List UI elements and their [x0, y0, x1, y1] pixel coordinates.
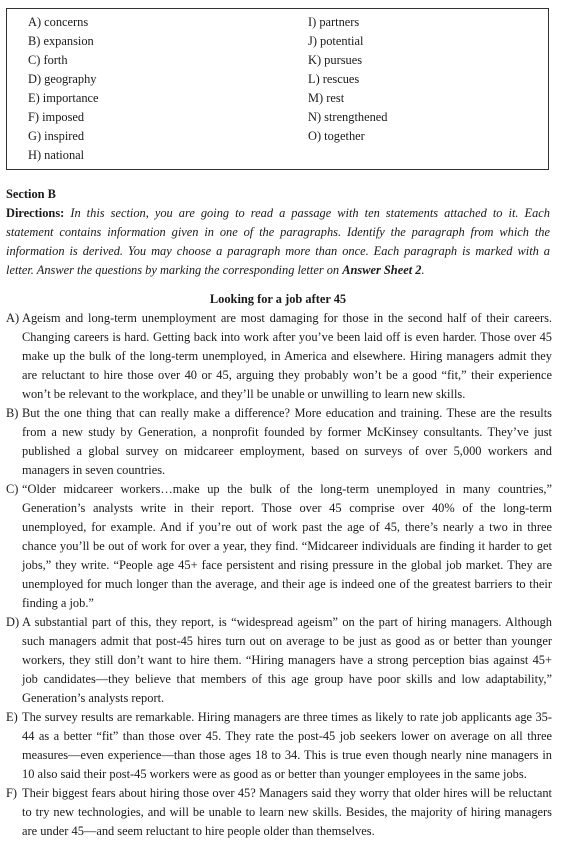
- paragraph-text: Their biggest fears about hiring those over 45? Managers said they worry that older hires will be reluctant to try new technologies, and will be unable to learn new skills. Besides, the majority of hiring managers are under 45—and seem reluctant to hire people older than themselves.: [22, 786, 552, 838]
- word-option: E) importance: [28, 91, 99, 105]
- paragraph-letter: B): [6, 406, 19, 420]
- word-option: A) concerns: [28, 15, 89, 29]
- paragraph-e: [6, 708, 552, 784]
- paragraph-text: Ageism and long-term unemployment are most damaging for those in the second half of their careers. Changing careers is hard. Getting back into work after you’ve been laid off is even harder. Those over 45 make up the bulk of the long-term unemployed, in America and elsewhere. Hiring managers admit they are reluctant to hire those over 40 or 45, arguing they probably won’t be a good “fit,” their experience won’t be relevant to the workplace, and they’ll be unable or unwilling to learn new skills.: [22, 311, 552, 401]
- word-option: L) rescues: [308, 72, 360, 86]
- paragraph-letter: D): [6, 615, 20, 629]
- paragraph-a: [6, 309, 552, 404]
- paragraph-b: [6, 404, 552, 480]
- passage-body: [6, 309, 552, 841]
- word-option: F) imposed: [28, 110, 85, 124]
- paragraph-letter: C): [6, 482, 19, 496]
- directions-text: In this section, you are going to read a passage with ten statements attached to it. Each statement contains information given in one of the paragraphs. Identify the paragraph from which the information is derived. You may choose a paragraph more than once. Each paragraph is marked with a letter. Answer the questions by marking the corresponding letter on: [6, 206, 550, 277]
- word-option: O) together: [308, 129, 365, 143]
- word-bank-left-column: [28, 13, 99, 165]
- paragraph-text: A substantial part of this, they report, is “widespread ageism” on the part of hiring managers. Although such managers admit that post-45 hires turn out on average to be just as good as or better than younger workers, they still don’t want to hire them. “Hiring managers have a strong perception bias against 45+ job candidates—they believe that members of this age group have poor skills and low adaptability,” Generation’s analysts report.: [22, 615, 552, 705]
- word-option: H) national: [28, 148, 85, 162]
- word-option: B) expansion: [28, 34, 94, 48]
- word-bank-box: [6, 8, 549, 170]
- paragraph-c: [6, 480, 552, 613]
- directions-label: Directions:: [6, 206, 65, 220]
- paragraph-text: The survey results are remarkable. Hiring managers are three times as likely to rate job applicants age 35-44 as a better “fit” than those over 45. They rate the post-45 job seekers lower on average on all three measures—even experience—than those ages 18 to 34. This is true even though nearly nine managers in 10 also said their post-45 workers were as good as or better than younger employees in the same jobs.: [22, 710, 552, 781]
- word-option: J) potential: [308, 34, 364, 48]
- word-option: I) partners: [308, 15, 360, 29]
- word-option: K) pursues: [308, 53, 363, 67]
- word-option: G) inspired: [28, 129, 85, 143]
- directions: [6, 204, 550, 280]
- word-option: D) geography: [28, 72, 97, 86]
- word-option: C) forth: [28, 53, 68, 67]
- word-option: M) rest: [308, 91, 345, 105]
- paragraph-text: But the one thing that can really make a difference? More education and training. These are the results from a new study by Generation, a nonprofit founded by former McKinsey consultants. They’ve just published a global survey on midcareer employment, based on surveys of over 5,000 workers and managers in seven countries.: [22, 406, 552, 477]
- directions-end: .: [421, 263, 425, 277]
- paragraph-letter: E): [6, 710, 18, 724]
- paragraph-text: “Older midcareer workers…make up the bulk of the long-term unemployed in many countries,” Generation’s analysts write in their report. Those over 45 comprise over 40% of the long-term unemployed, for example. And if you’re out of work past the age of 45, there’s nearly a two in three chance you’ll be out of work for over a year, they find. “Midcareer individuals are finding it harder to get jobs,” they write. “People age 45+ face persistent and rising pressure in the global job market. They are unemployed for much longer than the average, and their age is indeed one of the greatest barriers to their finding a job.”: [22, 482, 552, 610]
- paragraph-f: [6, 784, 552, 841]
- paragraph-d: [6, 613, 552, 708]
- paragraph-letter: F): [6, 786, 18, 800]
- section-b: [6, 185, 550, 280]
- passage-title: Looking for a job after 45: [209, 292, 347, 306]
- paragraph-letter: A): [6, 311, 20, 325]
- word-bank-right-column: [308, 13, 387, 146]
- section-title: Section B: [6, 187, 56, 201]
- word-option: N) strengthened: [308, 110, 388, 124]
- answer-sheet-label: Answer Sheet 2: [342, 263, 422, 277]
